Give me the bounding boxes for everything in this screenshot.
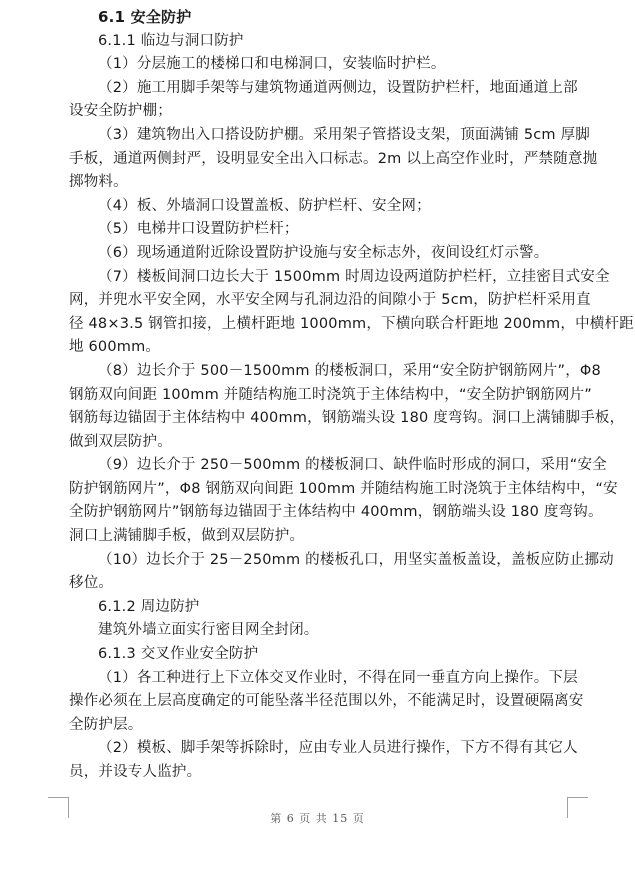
- section-title: 6.1 安全防护: [98, 8, 192, 26]
- text-line: 操作必须在上层高度确定的可能坠落半径范围以外，不能满足时，设置硬隔离安: [69, 693, 584, 710]
- text-line: 建筑外墙立面实行密目网全封闭。: [98, 622, 319, 639]
- corner-mark-right-horizontal: [567, 797, 588, 798]
- text-line: 地 600mm。: [69, 339, 161, 356]
- text-line: 洞口上满铺脚手板，做到双层防护。: [69, 528, 305, 545]
- text-line: 6.1.2 周边防护: [98, 598, 200, 615]
- text-line: 钢筋双向间距 100mm 并随结构施工时浇筑于主体结构中，“安全防护钢筋网片”: [69, 386, 592, 403]
- text-line: （8）边长介于 500－1500mm 的楼板洞口，采用“安全防护钢筋网片”，Φ8: [98, 362, 601, 379]
- text-line: （5）电梯井口设置防护栏杆；: [98, 221, 299, 238]
- text-line: （1）分层施工的楼梯口和电梯洞口，安装临时护栏。: [98, 56, 446, 73]
- text-line: （2）模板、脚手架等拆除时，应由专业人员进行操作，下方不得有其它人: [98, 740, 578, 757]
- text-line: 网，并兜水平安全网，水平安全网与孔洞边沿的间隙小于 5cm，防护栏杆采用直: [69, 292, 591, 309]
- text-line: （2）施工用脚手架等与建筑物通道两侧边，设置防护栏杆，地面通道上部: [98, 79, 578, 96]
- text-line: 6.1.3 交叉作业安全防护: [98, 646, 259, 663]
- document-body: [69, 6, 634, 785]
- text-line: 防护钢筋网片”，Φ8 钢筋双向间距 100mm 并随结构施工时浇筑于主体结构中，“安: [69, 480, 618, 497]
- text-line: （3）建筑物出入口搭设防护棚。采用架子管搭设支架，顶面满铺 5cm 厚脚: [98, 126, 590, 143]
- text-line: （9）边长介于 250－500mm 的楼板洞口、缺件临时形成的洞口，采用“安全: [98, 457, 607, 474]
- text-line: 径 48×3.5 钢管扣接，上横杆距地 1000mm，下横向联合杆距地 200mm，中横杆距: [69, 315, 634, 332]
- page-footer: 第 6 页 共 15 页: [270, 812, 365, 825]
- text-line: 做到双层防护。: [69, 433, 172, 450]
- text-line: 手板，通道两侧封严，设明显安全出入口标志。2m 以上高空作业时，严禁随意抛: [69, 150, 598, 167]
- text-line: 掷物料。: [69, 174, 128, 191]
- text-line: 移位。: [69, 575, 114, 592]
- text-line: （4）板、外墙洞口设置盖板、防护栏杆、安全网；: [98, 197, 431, 214]
- text-line: （10）边长介于 25－250mm 的楼板孔口，用坚实盖板盖设，盖板应防止挪动: [98, 551, 614, 568]
- text-line: 设安全防护棚；: [69, 103, 172, 120]
- text-line: 全防护钢筋网片”钢筋每边锚固于主体结构中 400mm，钢筋端头设 180 度弯钩。: [69, 504, 603, 521]
- text-line: 6.1.1 临边与洞口防护: [98, 32, 244, 49]
- text-line: （7）楼板间洞口边长大于 1500mm 时周边设两道防护栏杆，立挂密目式安全: [98, 268, 610, 285]
- text-line: 全防护层。: [69, 716, 143, 733]
- text-line: （1）各工种进行上下立体交叉作业时，不得在同一垂直方向上操作。下层: [98, 669, 578, 686]
- corner-mark-left-horizontal: [48, 797, 69, 798]
- text-line: 员，并设专人监护。: [69, 764, 202, 780]
- text-line: 钢筋每边锚固于主体结构中 400mm，钢筋端头设 180 度弯钩。洞口上满铺脚手板，: [69, 410, 625, 427]
- text-line: （6）现场通道附近除设置防护设施与安全标志外，夜间设红灯示警。: [98, 244, 549, 261]
